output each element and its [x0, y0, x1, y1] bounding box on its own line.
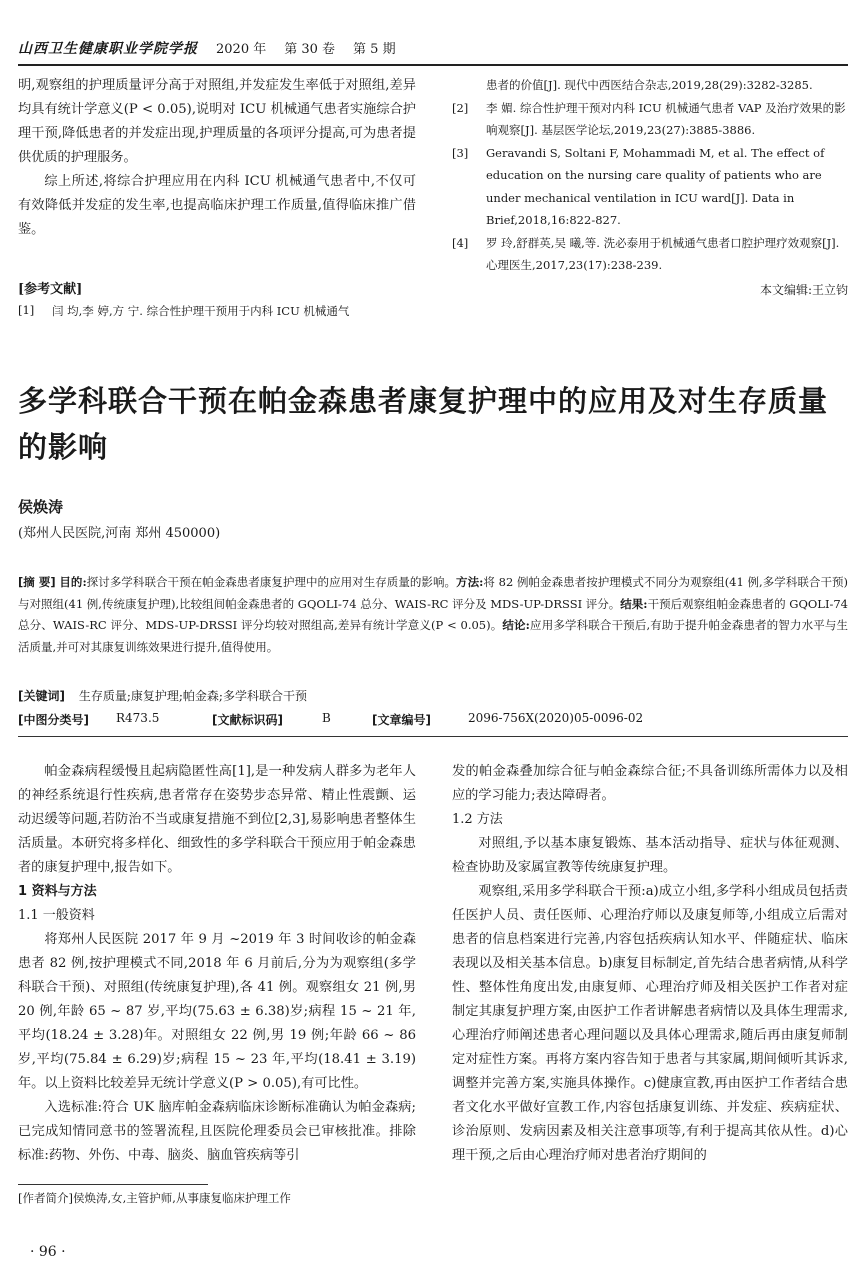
reference-text: 李 媚. 综合性护理干预对内科 ICU 机械通气患者 VAP 及治疗效果的影响观察[J]. 基层医学论坛,2019,23(27):3885-3886. [486, 100, 846, 137]
subsection-heading-1-2: 1.2 方法 [452, 812, 503, 827]
article-number-value: 2096-756X(2020)05-0096-02 [468, 711, 644, 725]
conclusion-text: 应用多学科联合干预后,有助于提升帕金森患者的智力水平与生活质量,并可对其康复训练效果进行提升,值得使用。 [18, 618, 849, 654]
journal-issue: 第 5 期 [353, 42, 396, 57]
reference-text: 闫 均,李 婷,方 宁. 综合性护理干预用于内科 ICU 机械通气 [52, 304, 350, 318]
method-label: 方法: [456, 575, 484, 589]
objective-text: 探讨多学科联合干预在帕金森患者康复护理中的应用对生存质量的影响。 [86, 575, 457, 589]
result-label: 结果: [620, 596, 648, 611]
running-header [18, 38, 848, 60]
author-footnote: [作者简介]侯焕涛,女,主管护师,从事康复临床护理工作 [18, 1191, 291, 1205]
reference-4 [452, 232, 848, 277]
abstract-rule [18, 736, 848, 737]
criteria-paragraph: 入选标准:符合 UK 脑库帕金森病临床诊断标准确认为帕金森病;已完成知情同意书的签署流程,且医院伦理委员会已审核批准。排除标准:药物、外伤、中毒、脑炎、脑血管疾病等引 [18, 1100, 416, 1163]
keywords-line [18, 687, 307, 704]
references-right-column [452, 74, 848, 301]
general-data-paragraph: 将郑州人民医院 2017 年 9 月 ~2019 年 3 时间收诊的帕金森患者 82 例,按护理模式不同,2018 年 6 月前后,分为为观察组(多学科联合干预)、对照组(传统康复护理),各 41 例。观察组女 21 例,男 20 例,年龄 65 ~ 87 岁,平均(75.63 ± 6.38)岁;病程 15 ~ 21 年,平均(18.24 ± 3.28)年。对照组女 22 例,男 19 例;年龄 66 ~ 86 岁,平均(75.84 ± 6.29)岁;病程 15 ~ 23 年,平均(18.41 ± 3.19)年。以上资料比较差异无统计学意义(P > 0.05),有可比性。 [18, 932, 416, 1091]
header-rule [18, 64, 848, 66]
observation-group-paragraph: 观察组,采用多学科联合干预:a)成立小组,多学科小组成员包括责任医护人员、责任医师、心理治疗师以及康复师等,小组成立后需对患者的信息档案进行完善,内容包括疾病认知水平、伴随症状、临床表现以及相关基本信息。b)康复目标制定,首先结合患者病情,从科学性、整体性角度出发,由康复师、心理治疗师及相关医护工作者对症制定其康复护理方案,由医护工作者讲解患者病情以及具体生理需求,心理治疗师阐述患者心理问题以及具体心理需求,随后再由康复师制定对症性方案。再将方案内容告知于患者与其家属,期间倾听其诉求,调整并完善方案,实施具体操作。c)健康宣教,再由医护工作者结合患者文化水平做好宣教工作,内容包括康复训练、并发症、疾病症状、诊治原则、发病因素及相关注意事项等,有利于提高其依从性。d)心理干预,之后由心理治疗师对患者治疗期间的 [452, 884, 848, 1163]
subsection-heading-1-1: 1.1 一般资料 [18, 908, 95, 923]
control-group-paragraph: 对照组,予以基本康复锻炼、基本活动指导、症状与体征观测、检查协助及家属宣教等传统康复护理。 [452, 836, 848, 875]
journal-volume: 第 30 卷 [284, 42, 336, 57]
keywords-tag: [关键词] [18, 689, 65, 703]
reference-text: Geravandi S, Soltani F, Mohammadi M, et al. The effect of education on the nursing care quality of patients who are under mechanical ventilation in ICU ward[J]. Data in Brief,2018,16:822-827. [486, 145, 825, 227]
reference-2 [452, 97, 848, 142]
intro-paragraph: 帕金森病程缓慢且起病隐匿性高[1],是一种发病人群多为老年人的神经系统退行性疾病,患者常存在姿势步态异常、精止性震颤、运动迟缓等问题,若防治不当或康复措施不到位[2,3],易影响患者整体生活质量。本研究将多样化、细致性的多学科联合干预应用于帕金森患者的康复护理中,报告如下。 [18, 764, 416, 875]
footnote-rule [18, 1184, 208, 1185]
author-affiliation: (郑州人民医院,河南 郑州 450000) [18, 526, 221, 541]
reference-1-continued: 患者的价值[J]. 现代中西医结合杂志,2019,28(29):3282-3285. [486, 78, 813, 92]
doc-code-tag: [文献标识码] [212, 713, 283, 727]
prev-article-conclusion [18, 74, 416, 242]
reference-number: [4] [452, 235, 469, 250]
conclusion-label: 结论: [502, 618, 530, 632]
method-text: 将 82 例帕金森患者按护理模式不同分为观察组(41 例,多学科联合干预)与对照组(41 例,传统康复护理),比较组间帕金森患者的 GQOLI-74 总分、WAIS-RC 评分及 MDS-UP-DRSSI 评分。 [18, 575, 849, 611]
prev-paragraph-2: 综上所述,将综合护理应用在内科 ICU 机械通气患者中,不仅可有效降低并发症的发生率,也提高临床护理工作质量,值得临床推广借鉴。 [18, 174, 416, 237]
reference-number: [1] [18, 303, 35, 317]
abstract [18, 572, 848, 658]
editor-credit: 本文编辑:王立钧 [759, 282, 848, 297]
clc-value: R473.5 [116, 711, 160, 725]
clc-tag: [中图分类号] [18, 713, 89, 727]
doc-code-value: B [322, 711, 331, 725]
article-author: 侯焕涛 [18, 498, 64, 516]
reference-number: [2] [452, 100, 469, 115]
body-right-column [452, 760, 848, 1168]
page-number: · 96 · [30, 1244, 66, 1260]
references-heading: [参考文献] [18, 282, 83, 297]
objective-label: 目的: [59, 575, 87, 589]
journal-year: 2020 年 [216, 42, 267, 57]
section-heading-1: 1 资料与方法 [18, 884, 97, 899]
abstract-tag: [摘 要] [18, 575, 56, 589]
reference-1 [18, 303, 428, 319]
reference-text: 罗 玲,舒群英,吴 曦,等. 洗必泰用于机械通气患者口腔护理疗效观察[J]. 心理医生,2017,23(17):238-239. [486, 235, 840, 272]
result-text: 干预后观察组帕金森患者的 GQOLI-74 总分、WAIS-RC 评分、MDS-UP-DRSSI 评分均较对照组高,差异有统计学意义(P < 0.05)。 [18, 596, 849, 632]
prev-paragraph-1: 明,观察组的护理质量评分高于对照组,并发症发生率低于对照组,差异均具有统计学意义(P < 0.05),说明对 ICU 机械通气患者实施综合护理干预,降低患者的并发症出现,护理质量的各项评分提高,可为患者提供优质的护理服务。 [18, 78, 416, 165]
criteria-paragraph-continued: 发的帕金森叠加综合征与帕金森综合征;不具备训练所需体力以及相应的学习能力;表达障碍者。 [452, 764, 848, 803]
keywords: 生存质量;康复护理;帕金森;多学科联合干预 [78, 689, 307, 703]
article-number-tag: [文章编号] [372, 713, 431, 727]
journal-name: 山西卫生健康职业学院学报 [18, 41, 198, 57]
reference-3 [452, 142, 848, 232]
reference-number: [3] [452, 145, 469, 160]
classification-line [18, 711, 848, 728]
article-title: 多学科联合干预在帕金森患者康复护理中的应用及对生存质量的影响 [18, 384, 829, 464]
body-left-column [18, 760, 416, 1168]
